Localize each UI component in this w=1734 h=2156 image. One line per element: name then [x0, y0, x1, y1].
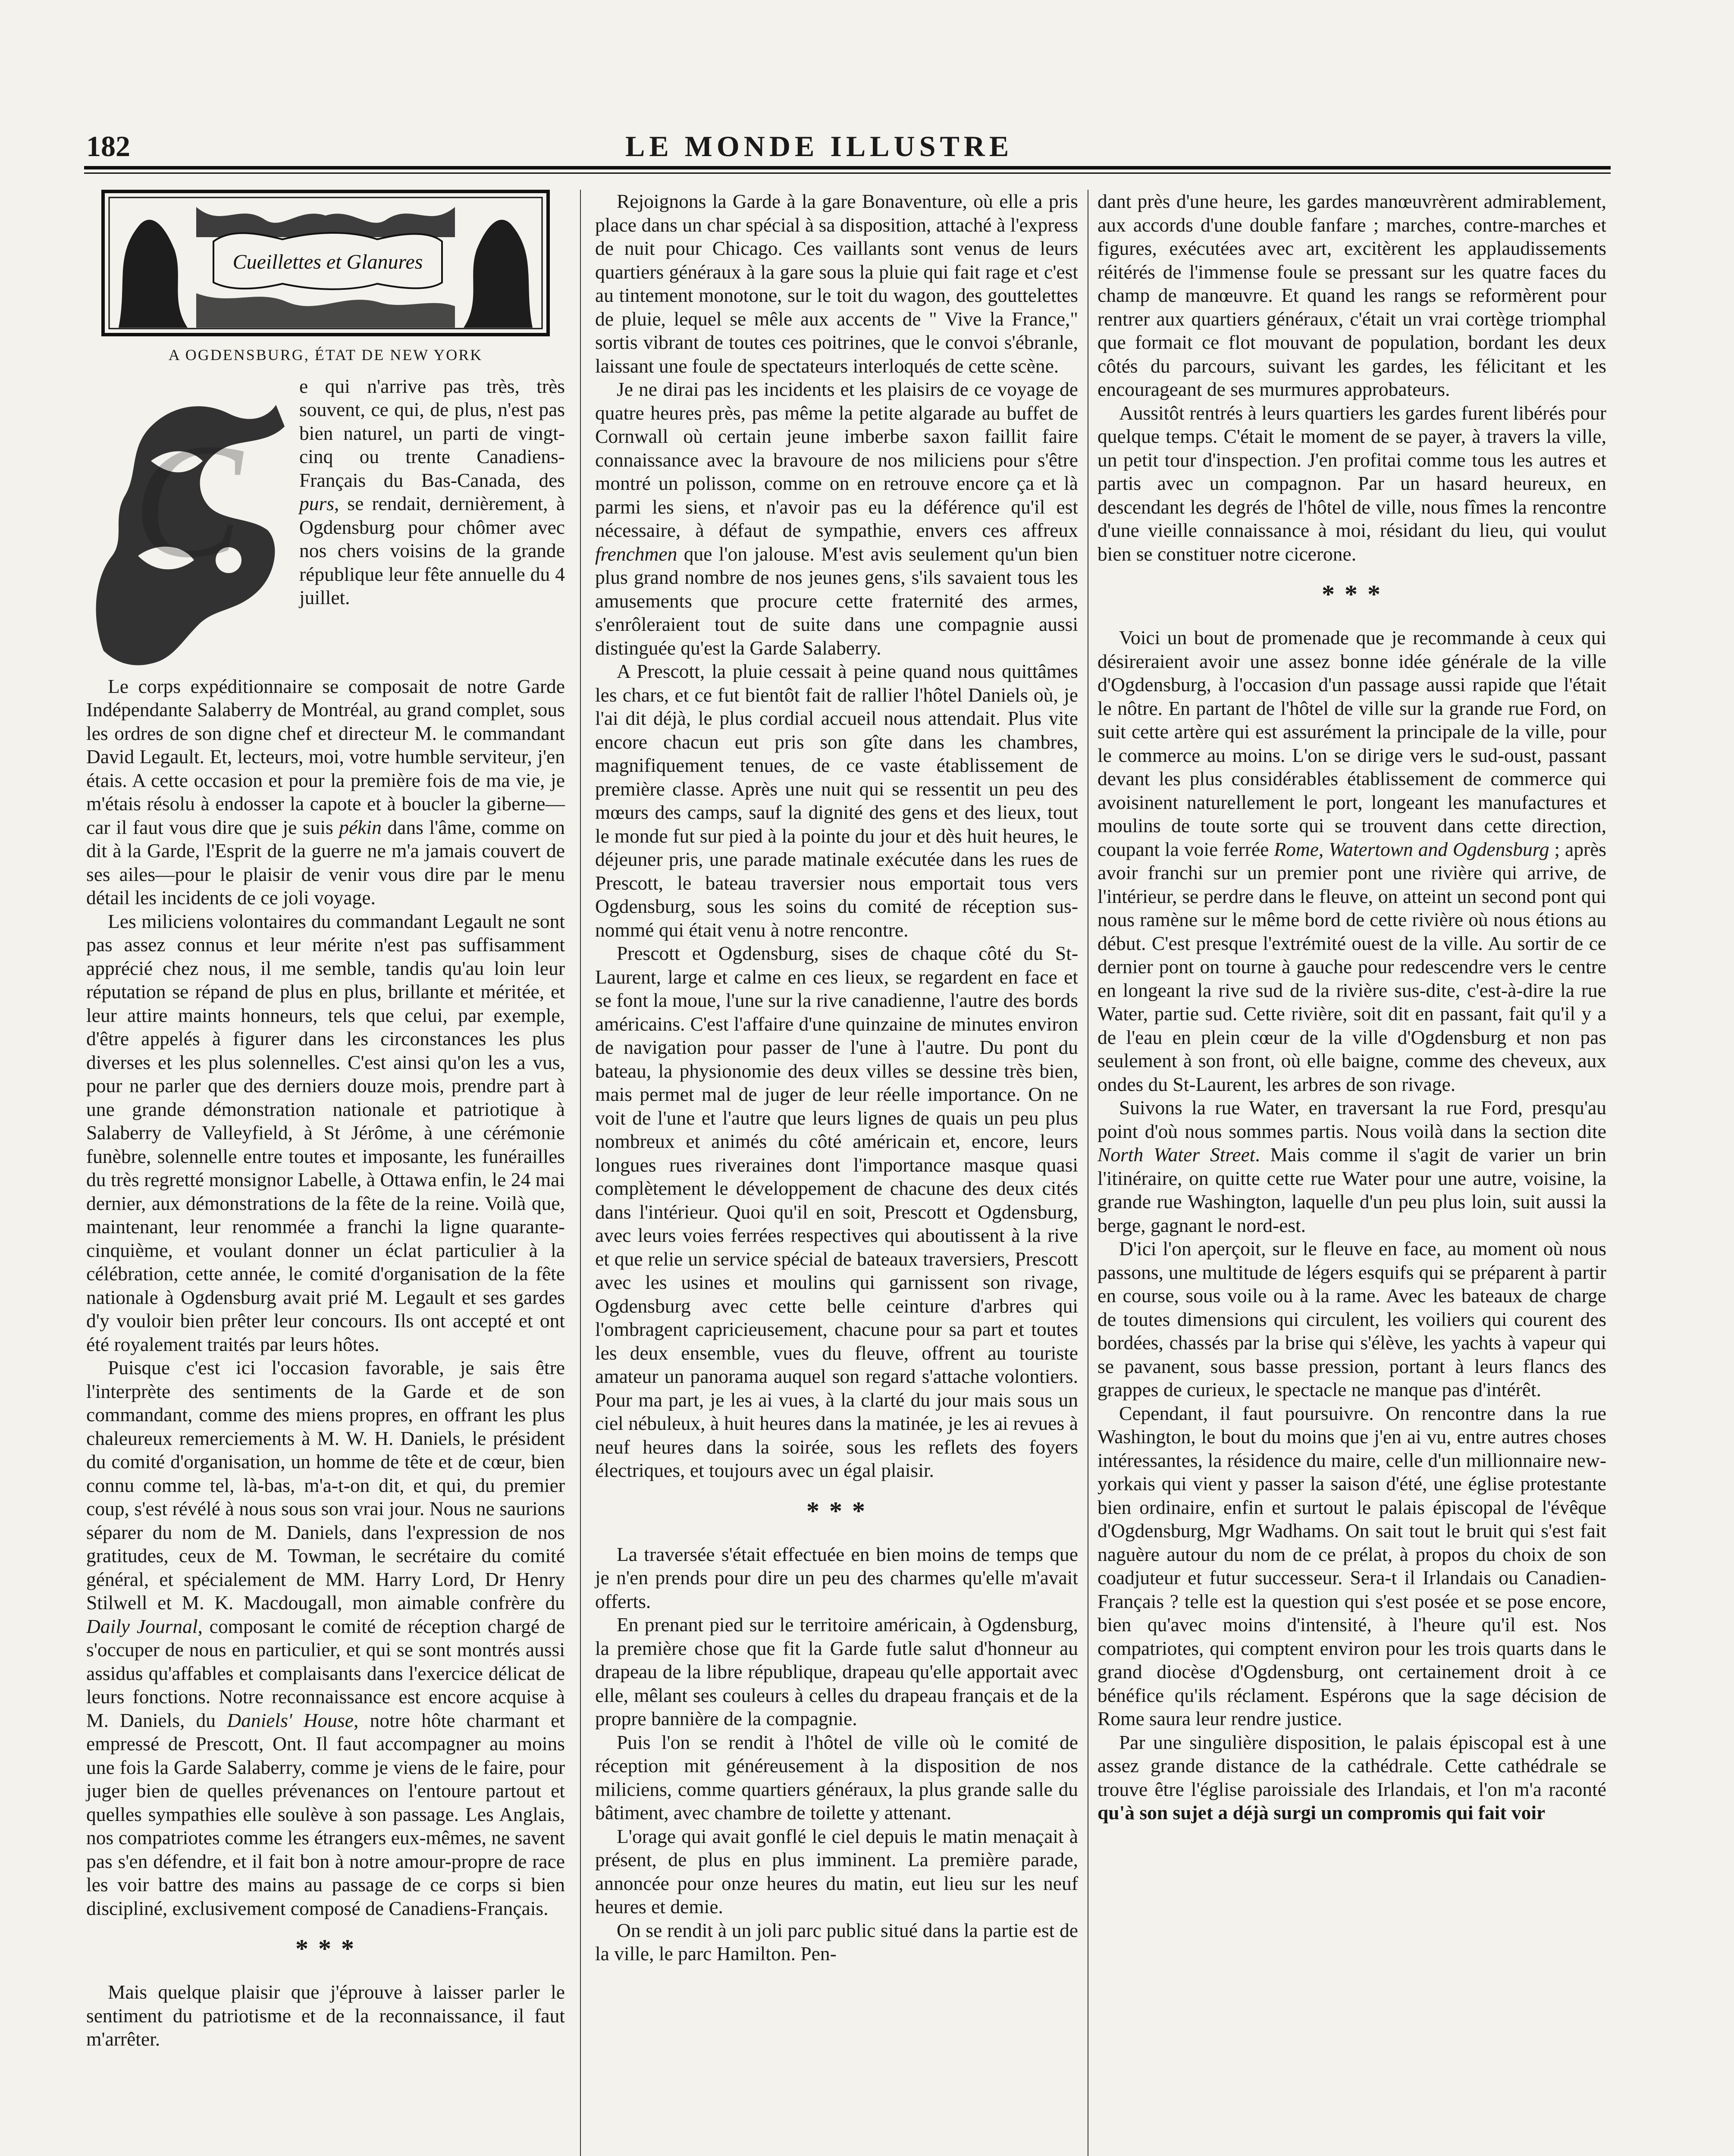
paragraph: On se rendit à un joli parc public situé dans la partie est de la ville, le parc Hamilton. Pen-: [595, 1919, 1078, 1965]
text-run: , se rendait, dernièrement, à Ogdensburg pour chômer avec nos chers voisins de la grande république leur fête annuelle du 4 juillet.: [299, 492, 565, 608]
italic-run: Daily Journal: [86, 1615, 198, 1637]
paragraph: [86, 675, 565, 910]
paragraph: Cependant, il faut poursuivre. On rencontre dans la rue Washington, le bout du moins que j'en ai vu, entre autres choses intéressantes, la résidence du maire, celle d'un millionnaire new-yorkais qui vient y passer la saison d'été, une église protestante bien ordinaire, enfin et surtout le palais épiscopal de l'évêque d'Ogdensburg, Mgr Wadhams. On sait tout le bruit qui s'est fait naguère autour du nom de ce prélat, à propos du choix de son coadjuteur et futur successeur. Sera-t il Irlandais ou Canadien-Français ? telle est la question qui s'est posée et se pose encore, bien qu'avec moins d'intensité, à l'heure qu'il est. Nos compatriotes, qui comptent environ pour les trois quarts dans le grand diocèse d'Ogdensburg, ont certainement droit à ce bénéfice qu'ils réclament. Espérons que la sage décision de Rome saura leur rendre justice.: [1097, 1402, 1606, 1730]
column-1: [86, 190, 565, 2051]
dateline: A OGDENSBURG, ÉTAT DE NEW YORK: [168, 346, 483, 364]
paragraph: Mais quelque plaisir que j'éprouve à laisser parler le sentiment du patriotisme et de la reconnaissance, il faut m'arrêter.: [86, 1981, 565, 2050]
section-break-asterisks: * * *: [295, 1934, 356, 1963]
italic-run: frenchmen: [595, 542, 677, 565]
text-run: Par une singulière disposition, le palais épiscopal est à une assez grande distance de la cathédrale. Cette cathédrale se trouve être l'église paroissiale des Irlandais, et l'on m'a raconté: [1097, 1731, 1606, 1800]
paragraph: [1097, 1096, 1606, 1237]
header-rule-thin: [84, 172, 1611, 174]
journal-title: LE MONDE ILLUSTRE: [625, 130, 1013, 163]
paragraph: La traversée s'était effectuée en bien moins de temps que je n'en prends pour dire un peu des charmes qu'elle m'avait offerts.: [595, 1543, 1078, 1612]
text-run: Suivons la rue Water, en traversant la rue Ford, presqu'au point d'où nous sommes partis. Nous voilà dans la section dite: [1097, 1097, 1606, 1142]
paragraph: Prescott et Ogdensburg, sises de chaque côté du St-Laurent, large et calme en ces lieux, se regardent en face et se font la moue, l'une sur la rive canadienne, l'autre des bords américains. C'est l'affaire d'une quinzaine de minutes environ de navigation pour passer de l'une à l'autre. Du pont du bateau, la physionomie des deux villes se dessine très bien, mais permet mal de juger de leur réelle importance. On ne voit de l'une et l'autre que leurs lignes de quais un peu plus nombreux et animés du côté américain et, encore, leurs longues rues riveraines dont l'importance masque quasi complètement le développement de chacune des deux cités dans l'intérieur. Quoi qu'il en soit, Prescott et Ogdensburg, avec leurs voies ferrées respectives qui aboutissent à la rive et que relie un service spécial de bateaux traversiers, Prescott avec les usines et moulins qui garnissent son rivage, Ogdensburg avec cette belle ceinture d'arbres qui l'ombragent capricieusement, chacune pour sa part et toutes les deux ensemble, vues du fleuve, offrent au touriste amateur un panorama auquel son regard s'attache volontiers. Pour ma part, je les ai vues, à la clarté du jour mais sous un ciel nébuleux, à huit heures dans la matinée, je les ai revues à neuf heures dans la soirée, sous les reflets des foyers électriques, et toujours avec un égal plaisir.: [595, 942, 1078, 1481]
paragraph: [1097, 1731, 1606, 1825]
paragraph: L'orage qui avait gonflé le ciel depuis le matin menaçait à présent, de plus en plus imminent. La première parade, annoncée pour onze heures du matin, eut lieu sur les neuf heures et demie.: [595, 1825, 1078, 1918]
italic-run: purs: [299, 492, 334, 514]
paragraph: D'ici l'on aperçoit, sur le fleuve en face, au moment où nous passons, une multitude de légers esquifs qui se préparent à partir en course, sous voile ou à la rame. Avec les bateaux de charge de toutes dimensions qui circulent, les voiliers qui courent des bordées, chassés par la brise qui s'élève, les yachts à vapeur qui se pavanent, sous basse pression, portant à leurs flancs des grappes de curieux, le spectacle ne manque pas d'intérêt.: [1097, 1238, 1606, 1401]
section-banner-illustration: [101, 190, 550, 336]
drop-cap-illustration: [86, 375, 289, 672]
text-run: Le corps expéditionnaire se composait de notre Garde Indépendante Salaberry de Montréal, au grand complet, sous les ordres de son digne chef et directeur M. le commandant David Legault. Et, lecteurs, moi, votre humble serviteur, j'en étais. A cette occasion et pour la première fois de ma vie, je m'étais résolu à endosser la capote et à boucler la giberne—car il faut vous dire que je suis: [86, 675, 565, 838]
italic-run: North Water Street: [1097, 1144, 1255, 1166]
paragraph: dant près d'une heure, les gardes manœuvrèrent admirablement, aux accords d'une double fanfare ; marches, contre-marches et figures, exécutées avec art, excitèrent les applaudissements réitérés de l'immense foule se pressant sur les quatre faces du champ de manœuvre. Et quand les rangs se reformèrent pour rentrer aux quartiers généraux, c'était un vrai cortège triomphal que formait ce flot mouvant de population, bordant les deux côtés du parcours, suivant les gardes, les félicitant et les encourageant de ses murmures approbateurs.: [1097, 190, 1606, 400]
italic-run: Rome, Watertown and Ogdensburg: [1274, 838, 1549, 860]
section-break-asterisks: * * *: [1322, 580, 1382, 608]
bold-run: qu'à son sujet a déjà surgi un compromis qui fait voir: [1097, 1802, 1546, 1824]
paragraph: En prenant pied sur le territoire américain, à Ogdensburg, la première chose que fit la Garde futle salut d'honneur au drapeau de la libre république, drapeau qu'elle apportait avec elle, mêlant ses couleurs à celles du drapeau français et de la propre bannière de la compagnie.: [595, 1614, 1078, 1730]
paragraph: Aussitôt rentrés à leurs quartiers les gardes furent libérés pour quelque temps. C'était le moment de se payer, à travers la ville, un petit tour d'inspection. J'en profitai comme tous les autres et partis avec un compagnon. Par un hasard heureux, en descendant les degrés de l'hôtel de ville, nous fîmes la rencontre d'une vieille connaissance à moi, résidant du lieu, qui voulut bien se constituer notre cicerone.: [1097, 401, 1606, 565]
header-rule-thick: [84, 166, 1611, 169]
column-divider: [580, 190, 581, 2156]
text-run: Puisque c'est ici l'occasion favorable, je sais être l'interprète des sentiments de la Garde et de son commandant, comme des miens propres, en offrant les plus chaleureux remerciements à M. W. H. Daniels, le président du comité d'organisation, un homme de tête et de cœur, bien connu comme tel, là-bas, m'a-t-on dit, et qui, du premier coup, s'est révélé à nous sous son vrai jour. Nous ne saurions séparer du nom de M. Daniels, dans l'expression de nos gratitudes, ceux de M. Towman, le secrétaire du comité général, et spécialement de MM. Harry Lord, Dr Henry Stilwell et M. K. Macdougall, mon aimable confrère du: [86, 1357, 565, 1614]
paragraph: [1097, 626, 1606, 1096]
paragraph: Puis l'on se rendit à l'hôtel de ville où le comité de réception mit généreusement à la disposition de nos miliciens, comme quartiers généraux, la plus grande salle du bâtiment, avec chambre de toilette y attenant.: [595, 1731, 1078, 1824]
text-run: ; après avoir franchi sur un premier pont une rivière qui arrive, de l'intérieur, se perdre dans le fleuve, on atteint un second pont qui nous ramène sur le même bord de cette rivière où nous étions au début. C'est presque l'extrémité ouest de la ville. Au sortir de ce dernier pont on tourne à gauche pour redescendre vers le centre en longeant la rive sud de la rivière sus-dite, c'est-à-dire la rue Water, partie sud. Cette rivière, soit dit en passant, fait qu'il y a de l'eau en plein cœur de la ville d'Ogdensburg et non pas seulement à son front, où elle baigne, comme des cheveux, aux ondes du St-Laurent, les arbres de son rivage.: [1097, 838, 1607, 1095]
italic-run: Daniels' House: [227, 1709, 354, 1731]
column-3: [1097, 190, 1606, 1825]
text-run: Voici un bout de promenade que je recommande à ceux qui désireraient avoir une assez bonne idée générale de la ville d'Ogdensburg, à l'occasion d'un passage aussi rapide que l'était le nôtre. En partant de l'hôtel de ville sur la grande rue Ford, on suit cette artère qui est assurément la principale de la ville, pour le commerce au moins. L'on se dirige vers le sud-oust, passant devant les plus considérables établissement de commerce qui avoisinent naturellement le port, longeant les manufactures et moulins de toute sorte qui se trouvent dans cette direction, coupant la voie ferrée: [1097, 627, 1606, 860]
drop-cap-letter: C: [133, 410, 242, 592]
text-run: , composant le comité de réception chargé de s'occuper de nous en particulier, et qui se sont montrés aussi assidus qu'affables et complaisants dans l'exercice délicat de leurs fonctions. Notre reconnaissance est encore acquise à M. Daniels, du: [86, 1615, 565, 1731]
text-run: Je ne dirai pas les incidents et les plaisirs de ce voyage de quatre heures près, pas même la petite algarade au buffet de Cornwall où certain jeune imberbe saxon faillit faire connaissance avec la bravoure de nos miliciens pour s'être montré un polisson, comme on en retrouve encore ça et là parmi les siens, et n'avoir pas eu la déférence qu'il est nécessaire, à défaut de sympathie, envers ces affreux: [595, 378, 1078, 541]
section-break-asterisks: * * *: [806, 1496, 867, 1525]
text-run: e qui n'arrive pas très, très souvent, ce qui, de plus, n'est pas bien naturel, un parti de vingt-cinq ou trente Canadiens-Français du Bas-Canada, des: [299, 375, 565, 491]
italic-run: pékin: [339, 816, 382, 838]
text-run: , notre hôte charmant et empressé de Prescott, Ont. Il faut accompagner au moins une fois la Garde Salaberry, comme je viens de le faire, pour juger bien de quelles prévenances on l'entoure partout et quelles sympathies elle soulève à son passage. Les Anglais, nos compatriotes comme les étrangers eux-mêmes, ne savent pas s'en défendre, et il fait bon à notre amour-propre de race les voir battre des mains au passage de ce corps si bien discipliné, exclusivement composé de Canadiens-Français.: [86, 1709, 565, 1919]
text-run: . Mais comme il s'agit de varier un brin l'itinéraire, on quitte cette rue Water pour une autre, voisine, la grande rue Washington, laquelle d'un peu plus loin, suit aussi la berge, gagnant le nord-est.: [1097, 1144, 1606, 1236]
paragraph: A Prescott, la pluie cessait à peine quand nous quittâmes les chars, et ce fut bientôt fait de rallier l'hôtel Daniels où, je l'ai dit déjà, le plus cordial accueil nous attendait. Plus vite encore chacun eut pris son gîte dans les chambres, magnifiquement tenues, de ce vaste établissement de première classe. Après une nuit qui se ressentit un peu des mœurs des camps, sauf la dignité des gens et des lieux, tout le monde fut sur pied à la pointe du jour et dès huit heures, le déjeuner pris, une parade matinale exécutée dans les rues de Prescott, le bateau traversier nous emportait tous vers Ogdensburg, sous les soins du comité de réception sus-nommé qui était venu à notre rencontre.: [595, 660, 1078, 941]
paragraph: Rejoignons la Garde à la gare Bonaventure, où elle a pris place dans un char spécial à sa disposition, attaché à l'express de nuit pour Chicago. Ces vaillants sont venus de leurs quartiers généraux à la gare sous la pluie qui fait rage et c'est au tintement monotone, sur le toit du wagon, des gouttelettes de pluie, lequel se mêle aux accents de " Vive la France," sortis vibrant de toutes ces poitrines, que le convoi s'ébranle, laissant une foule de spectateurs interloqués de cette scène.: [595, 190, 1078, 377]
column-2: [595, 190, 1078, 1966]
page-number: 182: [86, 130, 130, 163]
paragraph: [595, 378, 1078, 660]
text-run: dans l'âme, comme on dit à la Garde, l'Esprit de la guerre ne m'a jamais couvert de ses ailes—pour le plaisir de venir vous dire par le menu détail les incidents de ce joli voyage.: [86, 816, 565, 909]
paragraph: [86, 1356, 565, 1920]
text-run: que l'on jalouse. M'est avis seulement qu'un bien plus grand nombre de nos jeunes gens, s'ils savaient tous les amusements que procure cette fraternité des armes, s'enrôleraient tout de suite dans une compagnie aussi distinguée qu'est la Garde Salaberry.: [595, 542, 1078, 659]
paragraph: Les miliciens volontaires du commandant Legault ne sont pas assez connus et leur mérite n'est pas suffisamment apprécié chez nous, il me semble, tandis qu'au loin leur réputation se répand de plus en plus, brillante et méritée, et leur attire maints honneurs, tels que celui, par exemple, d'être appelés à figurer dans les circonstances les plus diverses et les plus solennelles. C'est ainsi qu'on les a vus, pour ne parler que des derniers douze mois, prendre part à une grande démonstration nationale et patriotique à Salaberry de Valleyfield, à St Jérôme, à une cérémonie funèbre, solennelle entre toutes et imposante, les funérailles du très regretté monsignor Labelle, à Ottawa enfin, le 24 mai dernier, aux démonstrations de la fête de la reine. Voilà que, maintenant, leur renommée a franchi la ligne quarante-cinquième, et voulant donner un éclat particulier à la célébration, cette année, le comité d'organisation de la fête nationale à Ogdensburg avait prié M. Legault et ses gardes d'y vouloir bien prêter leur concours. Ils ont accepté et ont été royalement traités par leurs hôtes.: [86, 910, 565, 1355]
banner-label: Cueillettes et Glanures: [232, 251, 423, 273]
